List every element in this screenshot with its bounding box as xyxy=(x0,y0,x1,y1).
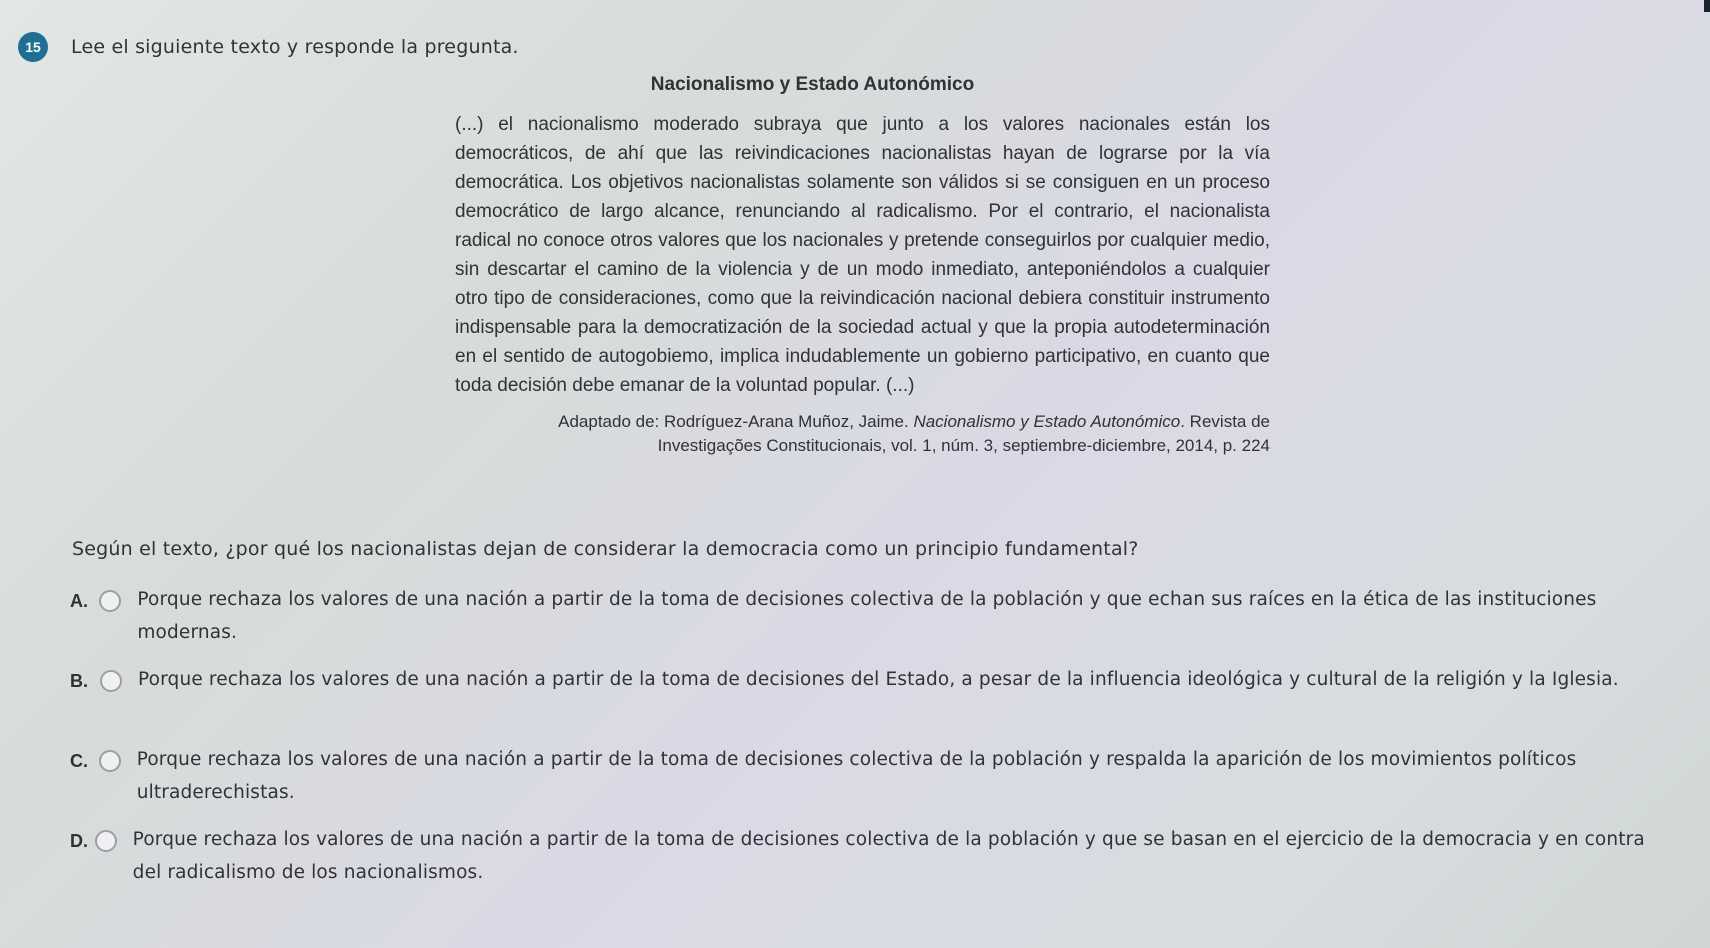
citation-title: Nacionalismo y Estado Autonómico xyxy=(913,412,1181,431)
option-text[interactable]: Porque rechaza los valores de una nación a partir de la toma de decisiones colectiva de la población y que se basan en el ejercicio de la democracia y en contra del radicalismo de los nacionalismos. xyxy=(132,829,1645,883)
reading-title: Nacionalismo y Estado Autonómico xyxy=(650,74,975,95)
option-text[interactable]: Porque rechaza los valores de una nación a partir de la toma de decisiones del Estado, a pesar de la influencia ideológica y cultural de la religión y la Iglesia. xyxy=(138,669,1619,690)
option-text[interactable]: Porque rechaza los valores de una nación a partir de la toma de decisiones colectiva de la población y que echan sus raíces en la ética de las instituciones modernas. xyxy=(137,589,1597,643)
option-letter: B. xyxy=(70,671,88,691)
option-d-radio[interactable] xyxy=(95,830,117,852)
option-b[interactable] xyxy=(70,668,1670,748)
option-a-radio[interactable] xyxy=(99,590,121,612)
option-letter: C. xyxy=(70,751,88,771)
question-number-badge: 15 xyxy=(18,32,48,62)
option-b-radio[interactable] xyxy=(100,670,122,692)
option-text[interactable]: Porque rechaza los valores de una nación a partir de la toma de decisiones colectiva de la población y respalda la aparición de los movimientos políticos ultraderechistas. xyxy=(136,749,1577,803)
question-header xyxy=(18,32,519,62)
citation-suffix: . Revista de Investigações Constitucionais, vol. 1, núm. 3, septiembre-diciembre, 2014, p. 224 xyxy=(657,412,1270,455)
citation-prefix: Adaptado de: Rodríguez-Arana Muñoz, Jaime. xyxy=(558,412,914,431)
question-prompt: Según el texto, ¿por qué los nacionalistas dejan de considerar la democracia como un principio fundamental? xyxy=(72,538,1139,560)
corner-mark xyxy=(1704,0,1710,12)
option-letter: D. xyxy=(70,831,88,851)
reading-text: (...) el nacionalismo moderado subraya que junto a los valores nacionales están los democráticos, de ahí que las reivindicaciones nacionalistas hayan de lograrse por la vía democrática. Los objetivos nacionalistas solamente son válidos si se consiguen en un proceso democrático de largo alcance, renunciando al radicalismo. Por el contrario, el nacionalista radical no conoce otros valores que los nacionales y pretende conseguirlos por cualquier medio, sin descartar el camino de la violencia y de un modo inmediato, anteponiéndolos a cualquier otro tipo de consideraciones, como que la reivindicación nacional debiera constituir instrumento indispensable para la democratización de la sociedad actual y que la propia autodeterminación en el sentido de autogobiemo, implica indudablemente un gobierno participativo, en cuanto que toda decisión debe emanar de la voluntad popular. (...) xyxy=(455,114,1270,396)
option-c[interactable] xyxy=(70,748,1670,828)
answer-options xyxy=(70,588,1670,908)
option-c-radio[interactable] xyxy=(99,750,121,772)
reading-citation xyxy=(455,410,1270,458)
option-d[interactable] xyxy=(70,828,1670,908)
option-a[interactable] xyxy=(70,588,1670,668)
reading-passage xyxy=(455,74,1270,458)
question-instruction: Lee el siguiente texto y responde la pregunta. xyxy=(71,36,519,58)
option-letter: A. xyxy=(70,591,88,611)
